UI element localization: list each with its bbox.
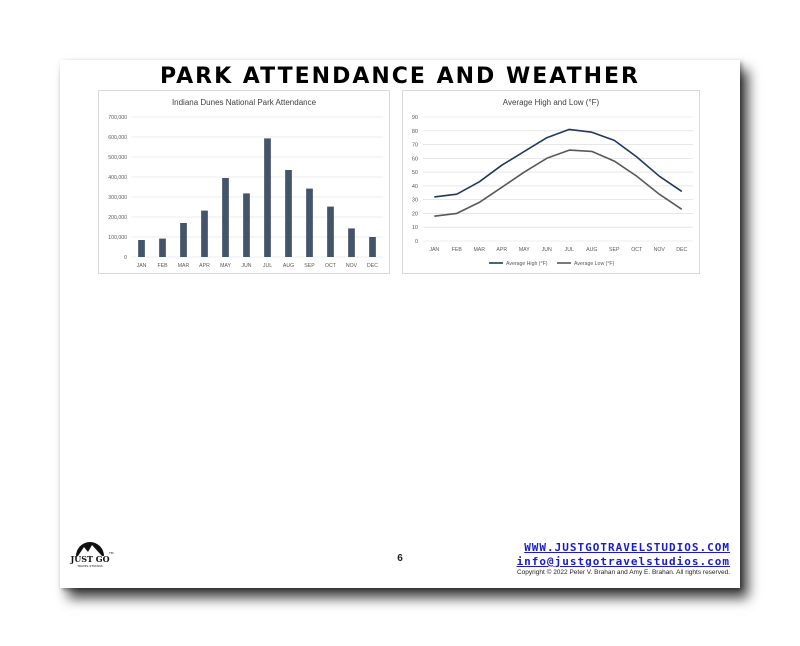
attendance-bar (222, 178, 229, 257)
x-tick-label: OCT (631, 247, 643, 253)
x-tick-label: MAR (177, 263, 190, 269)
x-tick-label: NOV (345, 263, 358, 269)
document-page (60, 60, 740, 588)
average-low-line (434, 150, 682, 216)
y-tick-label: 80 (411, 128, 418, 135)
x-tick-label: NOV (653, 247, 665, 253)
attendance-chart-panel (98, 90, 390, 274)
y-tick-label: 50 (411, 170, 418, 177)
y-tick-label: 600,000 (108, 135, 127, 141)
x-tick-label: DEC (367, 263, 378, 269)
attendance-bar (264, 138, 271, 257)
x-tick-label: SEP (304, 263, 315, 269)
y-tick-label: 200,000 (108, 215, 127, 221)
logo-text: JUST GO (70, 554, 110, 564)
x-tick-label: APR (496, 247, 508, 253)
y-tick-label: 300,000 (108, 195, 127, 201)
weather-chart-panel (402, 90, 700, 274)
average-high-line (434, 129, 682, 197)
y-tick-label: 0 (414, 239, 418, 245)
y-tick-label: 0 (124, 255, 127, 261)
logo-subtext: TRAVEL STUDIOS (77, 564, 103, 568)
attendance-bar-chart (99, 91, 391, 275)
page-number: 6 (397, 553, 403, 564)
legend-label: Average Low (°F) (574, 261, 615, 267)
just-go-logo (62, 534, 126, 568)
y-tick-label: 20 (411, 211, 418, 218)
x-tick-label: JUL (262, 263, 273, 269)
weather-chart-title: Average High and Low (°F) (502, 98, 600, 107)
x-tick-label: FEB (451, 247, 462, 253)
y-tick-label: 30 (411, 197, 418, 204)
x-tick-label: JUN (241, 263, 252, 269)
x-tick-label: MAY (220, 263, 231, 269)
attendance-bar (159, 239, 166, 257)
y-tick-label: 10 (411, 225, 418, 232)
x-tick-label: JAN (429, 247, 440, 253)
y-tick-label: 700,000 (108, 115, 127, 121)
x-tick-label: MAY (518, 247, 530, 253)
x-tick-label: SEP (609, 247, 620, 253)
attendance-bar (285, 170, 292, 257)
weather-line-chart (403, 91, 701, 275)
x-tick-label: FEB (157, 263, 168, 269)
attendance-bar (180, 223, 187, 257)
y-tick-label: 60 (411, 156, 418, 163)
y-tick-label: 100,000 (108, 235, 127, 241)
attendance-bar (306, 189, 313, 257)
attendance-bar (138, 240, 145, 257)
website-link[interactable]: WWW.JUSTGOTRAVELSTUDIOS.COM (524, 541, 730, 554)
y-tick-label: 400,000 (108, 175, 127, 181)
copyright-text: Copyright © 2022 Peter V. Brahan and Amy E. Brahan. All rights reserved. (516, 569, 730, 576)
x-tick-label: JUN (541, 247, 552, 253)
attendance-bar (243, 193, 250, 257)
x-tick-label: AUG (586, 247, 598, 253)
x-tick-label: JAN (136, 263, 147, 269)
logo-tm: TM (109, 551, 114, 555)
legend-label: Average High (°F) (506, 261, 548, 267)
x-tick-label: AUG (282, 263, 295, 269)
attendance-bar (201, 211, 208, 257)
attendance-bar (327, 207, 334, 257)
attendance-bar (369, 237, 376, 257)
y-tick-label: 40 (411, 183, 418, 190)
y-tick-label: 90 (411, 115, 418, 121)
x-tick-label: MAR (473, 247, 486, 253)
attendance-chart-title: Indiana Dunes National Park Attendance (171, 98, 317, 107)
x-tick-label: OCT (325, 263, 336, 269)
x-tick-label: JUL (564, 247, 574, 253)
y-tick-label: 70 (411, 142, 418, 149)
attendance-bar (348, 228, 355, 257)
y-tick-label: 500,000 (108, 155, 127, 161)
page-title: PARK ATTENDANCE AND WEATHER (160, 64, 640, 89)
email-link[interactable]: info@justgotravelstudios.com (516, 555, 730, 568)
x-tick-label: DEC (676, 247, 688, 253)
x-tick-label: APR (199, 263, 210, 269)
